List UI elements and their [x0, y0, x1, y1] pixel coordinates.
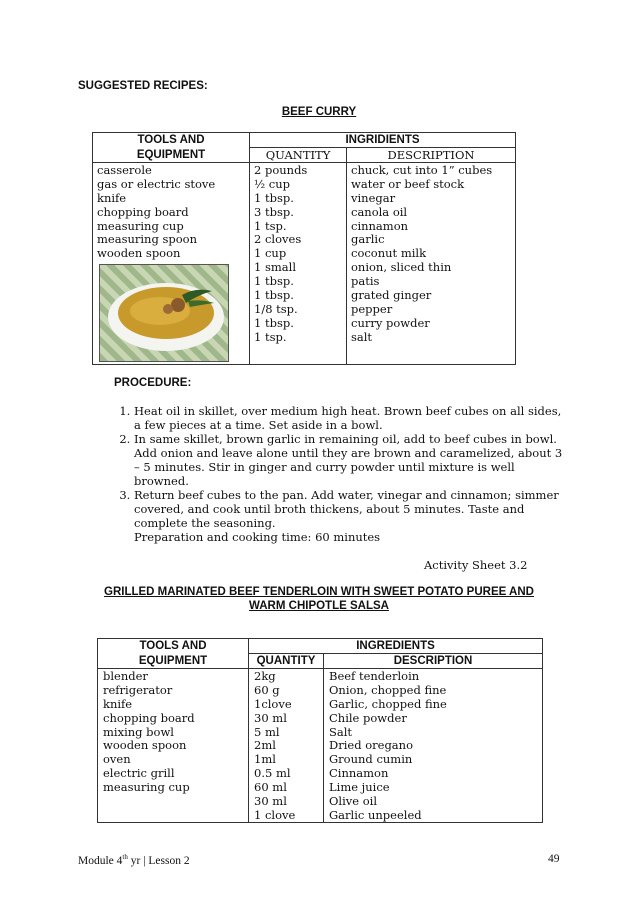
tools-header-2: EQUIPMENT: [98, 654, 249, 669]
footer-module-suffix: yr | Lesson 2: [127, 854, 190, 867]
descriptions-cell: [324, 669, 543, 823]
tool-item: mixing bowl: [103, 724, 174, 739]
description-item: Lime juice: [329, 780, 390, 795]
tool-item: knife: [103, 696, 133, 711]
tool-item: chopping board: [97, 204, 189, 219]
tool-item: chopping board: [103, 710, 195, 725]
quantity-item: 3 tbsp.: [254, 204, 294, 219]
description-item: Ground cumin: [329, 752, 413, 767]
description-item: patis: [351, 274, 380, 289]
description-header: DESCRIPTION: [347, 148, 516, 163]
tools-cell: [98, 669, 249, 823]
recipe1-table: [92, 132, 516, 365]
procedure-steps: [114, 404, 564, 530]
description-item: coconut milk: [351, 246, 427, 261]
quantity-item: 5 ml: [254, 724, 280, 739]
quantities-cell: [249, 669, 324, 823]
description-list: [351, 163, 511, 344]
description-item: Salt: [329, 724, 353, 739]
tool-item: gas or electric stove: [97, 176, 216, 191]
curry-photo: [99, 264, 229, 362]
tools-header: TOOLS AND: [98, 639, 249, 654]
quantity-item: 1 tbsp.: [254, 288, 294, 303]
section-heading: SUGGESTED RECIPES:: [78, 80, 208, 92]
quantity-item: 2 pounds: [254, 163, 308, 177]
footer-module-sup: th: [122, 853, 128, 861]
tool-item: measuring cup: [103, 780, 190, 795]
description-item: Dried oregano: [329, 738, 413, 753]
description-item: Olive oil: [329, 794, 378, 809]
quantity-item: 1/8 tsp.: [254, 301, 298, 316]
description-item: grated ginger: [351, 288, 432, 303]
recipe2-title-line1: GRILLED MARINATED BEEF TENDERLOIN WITH SWEET POTATO PUREE AND: [104, 586, 534, 598]
description-list: [329, 669, 537, 822]
quantity-item: 2 cloves: [254, 232, 302, 247]
tool-item: blender: [103, 669, 148, 683]
procedure-step: 1. Heat oil in skillet, over medium high heat. Brown beef cubes on all sides, a few pieces at a time. Set aside in a bowl.: [134, 404, 564, 432]
description-item: salt: [351, 329, 373, 344]
tools-list: [97, 163, 245, 260]
description-item: water or beef stock: [351, 176, 465, 191]
description-item: Garlic, chopped fine: [329, 696, 447, 711]
quantities-cell: [250, 163, 347, 365]
prep-time: Preparation and cooking time: 60 minutes: [134, 530, 381, 544]
quantity-list: [254, 163, 342, 344]
recipe2-title-line2: WARM CHIPOTLE SALSA: [249, 600, 389, 612]
tool-item: electric grill: [103, 766, 175, 781]
quantity-item: 1 cup: [254, 246, 287, 261]
description-item: curry powder: [351, 315, 430, 330]
tool-item: wooden spoon: [97, 246, 181, 261]
procedure-section: [114, 404, 564, 544]
description-item: canola oil: [351, 204, 408, 219]
quantity-item: 30 ml: [254, 794, 287, 809]
quantity-item: 60 g: [254, 682, 280, 697]
tool-item: casserole: [97, 163, 152, 177]
quantity-item: 60 ml: [254, 780, 287, 795]
quantity-header: QUANTITY: [249, 654, 324, 669]
activity-sheet-label: Activity Sheet 3.2: [424, 558, 528, 572]
quantity-item: 0.5 ml: [254, 766, 291, 781]
description-header: DESCRIPTION: [324, 654, 543, 669]
descriptions-cell: [347, 163, 516, 365]
description-item: pepper: [351, 301, 393, 316]
ingredients-header: INGRIDIENTS: [250, 133, 516, 148]
quantity-item: 1ml: [254, 752, 276, 767]
quantity-item: 1 clove: [254, 807, 296, 822]
quantity-item: 1 tsp.: [254, 329, 287, 344]
tool-item: refrigerator: [103, 682, 173, 697]
tool-item: knife: [97, 190, 127, 205]
quantity-item: 30 ml: [254, 710, 287, 725]
quantity-list: [254, 669, 318, 822]
description-item: Cinnamon: [329, 766, 389, 781]
description-item: garlic: [351, 232, 385, 247]
quantity-item: 1 tsp.: [254, 218, 287, 233]
tool-item: measuring cup: [97, 218, 184, 233]
quantity-item: 1 tbsp.: [254, 315, 294, 330]
page-number: 49: [548, 853, 560, 865]
procedure-step: 2. In same skillet, brown garlic in remaining oil, add to beef cubes in bowl. Add onion and leave alone until they are brown and caramelized, about 3 – 5 minutes. Stir in ginger and curry powder until mixture is well browned.: [134, 432, 564, 488]
quantity-item: 2kg: [254, 669, 276, 683]
description-item: cinnamon: [351, 218, 409, 233]
quantity-header: QUANTITY: [250, 148, 347, 163]
description-item: Chile powder: [329, 710, 407, 725]
description-item: Onion, chopped fine: [329, 682, 447, 697]
quantity-item: ½ cup: [254, 176, 291, 191]
procedure-step: 3. Return beef cubes to the pan. Add water, vinegar and cinnamon; simmer covered, and cook until broth thickens, about 5 minutes. Taste and complete the seasoning.: [134, 488, 564, 530]
tools-header-2: EQUIPMENT: [93, 148, 250, 163]
ingredients-header: INGREDIENTS: [249, 639, 543, 654]
tools-header: TOOLS AND: [93, 133, 250, 148]
description-item: onion, sliced thin: [351, 260, 452, 275]
tool-item: wooden spoon: [103, 738, 187, 753]
recipe1-title: BEEF CURRY: [281, 106, 357, 118]
tool-item: oven: [103, 752, 131, 767]
description-item: vinegar: [351, 190, 396, 205]
quantity-item: 1 small: [254, 260, 296, 275]
footer-module-prefix: Module 4: [78, 854, 123, 867]
recipe2-title: [0, 585, 638, 613]
description-item: Garlic unpeeled: [329, 807, 422, 822]
curry-bowl-image: [100, 265, 228, 361]
tool-item: measuring spoon: [97, 232, 197, 247]
description-item: Beef tenderloin: [329, 669, 420, 683]
tools-cell: [93, 163, 250, 365]
quantity-item: 1 tbsp.: [254, 274, 294, 289]
quantity-item: 2ml: [254, 738, 276, 753]
recipe2-table: [97, 638, 543, 823]
description-item: chuck, cut into 1” cubes: [351, 163, 493, 177]
footer-module: [78, 853, 190, 867]
quantity-item: 1clove: [254, 696, 292, 711]
procedure-title: PROCEDURE:: [114, 377, 192, 389]
tools-list: [103, 669, 243, 794]
quantity-item: 1 tbsp.: [254, 190, 294, 205]
